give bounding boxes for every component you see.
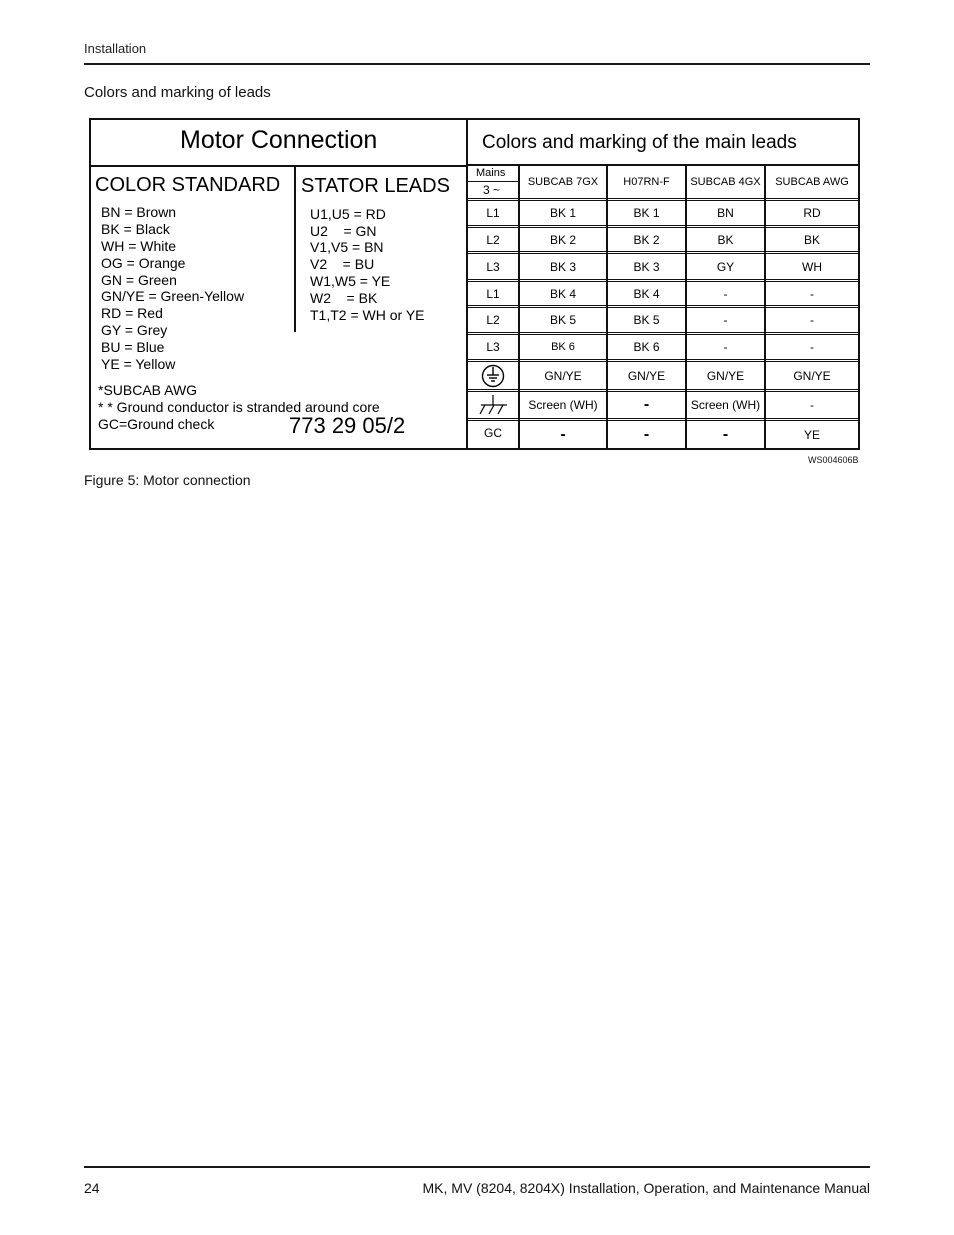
color-item: GN = Green [101,272,177,288]
row-label: GC [484,425,502,440]
left-title-rule [89,165,467,167]
color-item: GY = Grey [101,322,168,338]
ground-symbol-icon [468,362,518,389]
table-cell: - [810,340,814,354]
stator-lead-item: V1,V5 = BN [310,239,384,255]
table-cell: - [810,313,814,327]
table-cell: BK 6 [551,341,575,353]
stator-lead-item: T1,T2 = WH or YE [310,307,425,323]
stator-lead-item: W1,W5 = YE [310,273,391,289]
table-cell: - [723,340,728,354]
mains-phase: 3 ~ [483,183,501,197]
table-rule [468,181,518,182]
table-rule [466,418,860,419]
table-cell: BK 1 [633,206,660,220]
table-cell: - [723,313,728,327]
table-cell: GN/YE [544,368,582,383]
header-section-label: Installation [84,41,147,56]
table-cell: WH [802,259,822,274]
table-cell: BN [717,206,734,220]
row-label: L3 [486,340,500,354]
table-cell: GY [716,259,735,274]
table-cell: - [560,425,566,443]
table-cell: BK [717,232,734,247]
main-leads-title: Colors and marking of the main leads [482,132,797,153]
color-item: RD = Red [101,305,163,321]
table-cell: BK 1 [549,206,576,220]
table-cell: - [810,286,814,301]
left-column-divider [294,166,296,332]
table-cell: BK 4 [549,286,576,301]
color-item: GN/YE = Green-Yellow [101,288,245,304]
note-ground-check: GC=Ground check [98,416,215,432]
table-cell: BK 3 [549,259,576,274]
note-ground-conductor: * * Ground conductor is stranded around core [98,399,380,415]
table-cell: - [643,396,650,413]
row-label: L2 [486,313,500,327]
table-cell: - [723,286,728,301]
table-cell: - [643,425,650,443]
column-header-subcab-4gx: SUBCAB 4GX [690,176,761,188]
row-label: L2 [486,232,500,247]
table-cell: BK 6 [633,340,660,354]
stator-lead-item: V2 = BU [310,256,375,272]
table-cell: GN/YE [793,368,831,383]
table-cell: - [810,398,814,412]
table-cell: BK [803,232,820,247]
chassis-ground-icon [468,392,518,418]
table-rule [466,251,860,252]
figure-border-bottom [89,448,860,450]
table-rule [466,332,860,333]
mains-label: Mains [476,167,506,179]
column-header-subcab-7gx: SUBCAB 7GX [527,176,599,188]
color-standard-heading: COLOR STANDARD [95,174,281,196]
stator-lead-item: U2 = GN [310,223,377,239]
table-rule [466,279,860,280]
stator-lead-item: W2 = BK [310,290,378,306]
figure-border-right [858,118,860,450]
motor-connection-figure [89,118,860,450]
page-number: 24 [84,1180,100,1196]
table-cell: YE [803,427,820,442]
table-rule [466,389,860,390]
table-cell: BK 2 [633,232,660,247]
figure-border-left [89,118,91,450]
table-cell: BK 5 [633,313,660,327]
table-cell: Screen (WH) [690,398,761,412]
row-label: L1 [486,206,500,220]
note-subcab-awg: *SUBCAB AWG [98,382,198,398]
color-item: YE = Yellow [101,356,176,372]
table-cell: BK 2 [549,232,576,247]
figure-caption: Figure 5: Motor connection [84,472,251,488]
table-cell: RD [803,206,821,220]
color-item: OG = Orange [101,255,186,271]
table-cell: BK 5 [549,313,576,327]
table-cell: GN/YE [627,368,666,383]
header-rule [84,63,870,65]
column-header-h07rn-f: H07RN-F [623,176,670,188]
footer-rule [84,1166,870,1168]
table-cell: - [722,425,729,443]
motor-connection-title: Motor Connection [180,126,378,154]
stator-leads-heading: STATOR LEADS [301,175,450,197]
table-rule [466,198,860,199]
section-title: Colors and marking of leads [84,84,271,101]
table-rule [466,305,860,306]
stator-lead-item: U1,U5 = RD [310,206,386,222]
color-item: BK = Black [101,221,170,237]
column-header-subcab-awg: SUBCAB AWG [775,176,849,188]
table-cell: Screen (WH) [528,398,598,412]
table-cell: BK 4 [633,286,660,301]
color-item: BN = Brown [101,204,177,220]
manual-title: MK, MV (8204, 8204X) Installation, Operation, and Maintenance Manual [422,1180,870,1196]
table-rule [466,359,860,360]
table-cell: GN/YE [706,368,745,383]
table-cell: BK 3 [633,259,660,274]
figure-code: WS004606B [808,455,859,465]
row-label: L3 [486,259,500,274]
row-label: L1 [486,286,500,301]
color-item: WH = White [101,238,177,254]
figure-border-top [89,118,860,120]
color-item: BU = Blue [101,339,165,355]
part-number: 773 29 05/2 [289,413,406,438]
table-rule [466,225,860,226]
